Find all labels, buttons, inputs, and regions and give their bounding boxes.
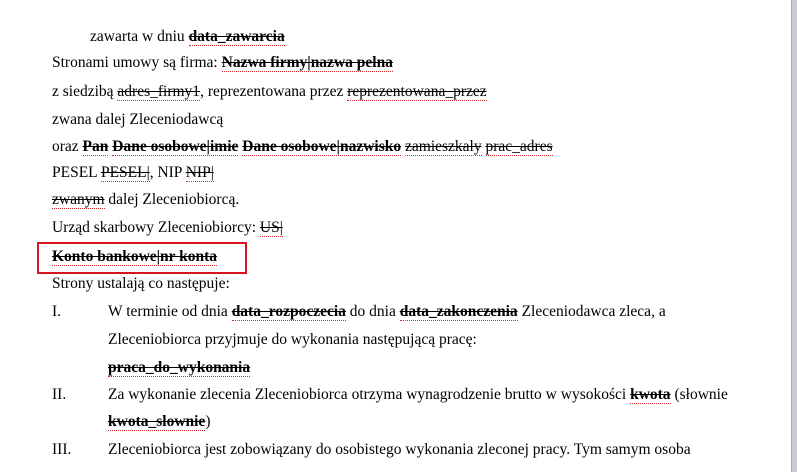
field-nazwisko[interactable]: Dane osobowe|nazwisko — [242, 138, 402, 155]
item-2-line-b — [108, 412, 211, 432]
contractor-called-label: dalej Zleceniobiorcą. — [104, 191, 240, 208]
terms-intro-label: Strony ustalają co następuje: — [52, 275, 230, 292]
contractor-line — [52, 137, 553, 157]
field-data-zakonczenia[interactable]: data_zakonczenia — [399, 303, 518, 320]
item-1-line-b — [108, 330, 477, 350]
item-number-2: II. — [52, 386, 67, 403]
seat-line — [52, 82, 487, 102]
field-reprezentowana-przez[interactable]: reprezentowana_przez — [347, 83, 487, 100]
field-data-rozpoczecia[interactable]: data_rozpoczecia — [231, 303, 346, 320]
field-zamieszkaly[interactable]: zamieszkaly — [405, 138, 482, 155]
page-edge — [791, 0, 797, 472]
item-1-orders-label: Zleceniodawca zleca, a — [517, 303, 666, 320]
item-2-close-paren: ) — [205, 413, 211, 430]
client-line — [52, 110, 223, 130]
item-1-to-label: do dnia — [345, 303, 400, 320]
item-1-from-label: W terminie od dnia — [108, 303, 232, 320]
item-2-line-a — [108, 385, 728, 405]
cut-off-line — [108, 466, 708, 472]
field-us[interactable]: US| — [259, 219, 283, 236]
field-kwota[interactable]: kwota — [630, 386, 671, 403]
field-praca-do-wykonania[interactable]: praca_do_wykonania — [108, 359, 251, 376]
field-kwota-slownie[interactable]: kwota_slownie — [108, 413, 206, 430]
pesel-line — [52, 163, 214, 183]
contract-date-line — [90, 27, 285, 47]
item-3-text: Zleceniobiorca jest zobowiązany do osobistego wykonania zleconej pracy. Tym samym osoba — [108, 441, 691, 458]
item-number-3: III. — [52, 441, 72, 458]
field-prac-adres[interactable]: prac_adres — [485, 138, 553, 155]
tax-office-line — [52, 218, 283, 238]
field-konto-bankowe[interactable]: Konto bankowe|nr konta — [52, 248, 218, 265]
field-data-zawarcia[interactable]: data_zawarcia — [188, 28, 285, 45]
item-1-line-c — [108, 358, 250, 378]
field-nip[interactable]: NIP| — [185, 164, 214, 181]
tax-office-label: Urząd skarbowy Zleceniobiorcy: — [52, 219, 260, 236]
item-2-words-label: (słownie — [670, 386, 728, 403]
field-zwanym[interactable]: zwanym — [52, 191, 105, 208]
terms-intro-line — [52, 274, 230, 294]
item-3-line-a — [108, 440, 691, 460]
parties-label: Stronami umowy są firma: — [52, 54, 222, 71]
item-1-accepts-label: Zleceniobiorca przyjmuje do wykonania następującą pracę: — [108, 331, 477, 348]
pesel-label: PESEL — [52, 164, 101, 181]
item-1-line-a — [108, 302, 666, 322]
contract-date-label: zawarta w dniu — [90, 28, 189, 45]
nip-label: , NIP — [149, 164, 186, 181]
parties-line — [52, 53, 393, 73]
highlight-box — [37, 242, 247, 274]
item-number-1: I. — [52, 303, 62, 320]
client-label: zwana dalej Zleceniodawcą — [52, 111, 224, 128]
item-2-pay-label: Za wykonanie zlecenia Zleceniobiorca otrzyma wynagrodzenie brutto w wysokości — [108, 386, 631, 403]
field-pesel[interactable]: PESEL| — [100, 164, 150, 181]
field-adres-firmy[interactable]: adres_firmy1 — [117, 83, 201, 100]
field-nazwa-firmy[interactable]: Nazwa firmy|nazwa pelna — [221, 54, 393, 71]
represented-label: , reprezentowana przez — [200, 83, 348, 100]
contractor-called-line — [52, 190, 239, 210]
contractor-label: oraz — [52, 138, 83, 155]
field-imie[interactable]: Dane osobowe|imie — [112, 138, 239, 155]
field-pan[interactable]: Pan — [82, 138, 109, 155]
seat-label: z siedzibą — [52, 83, 118, 100]
